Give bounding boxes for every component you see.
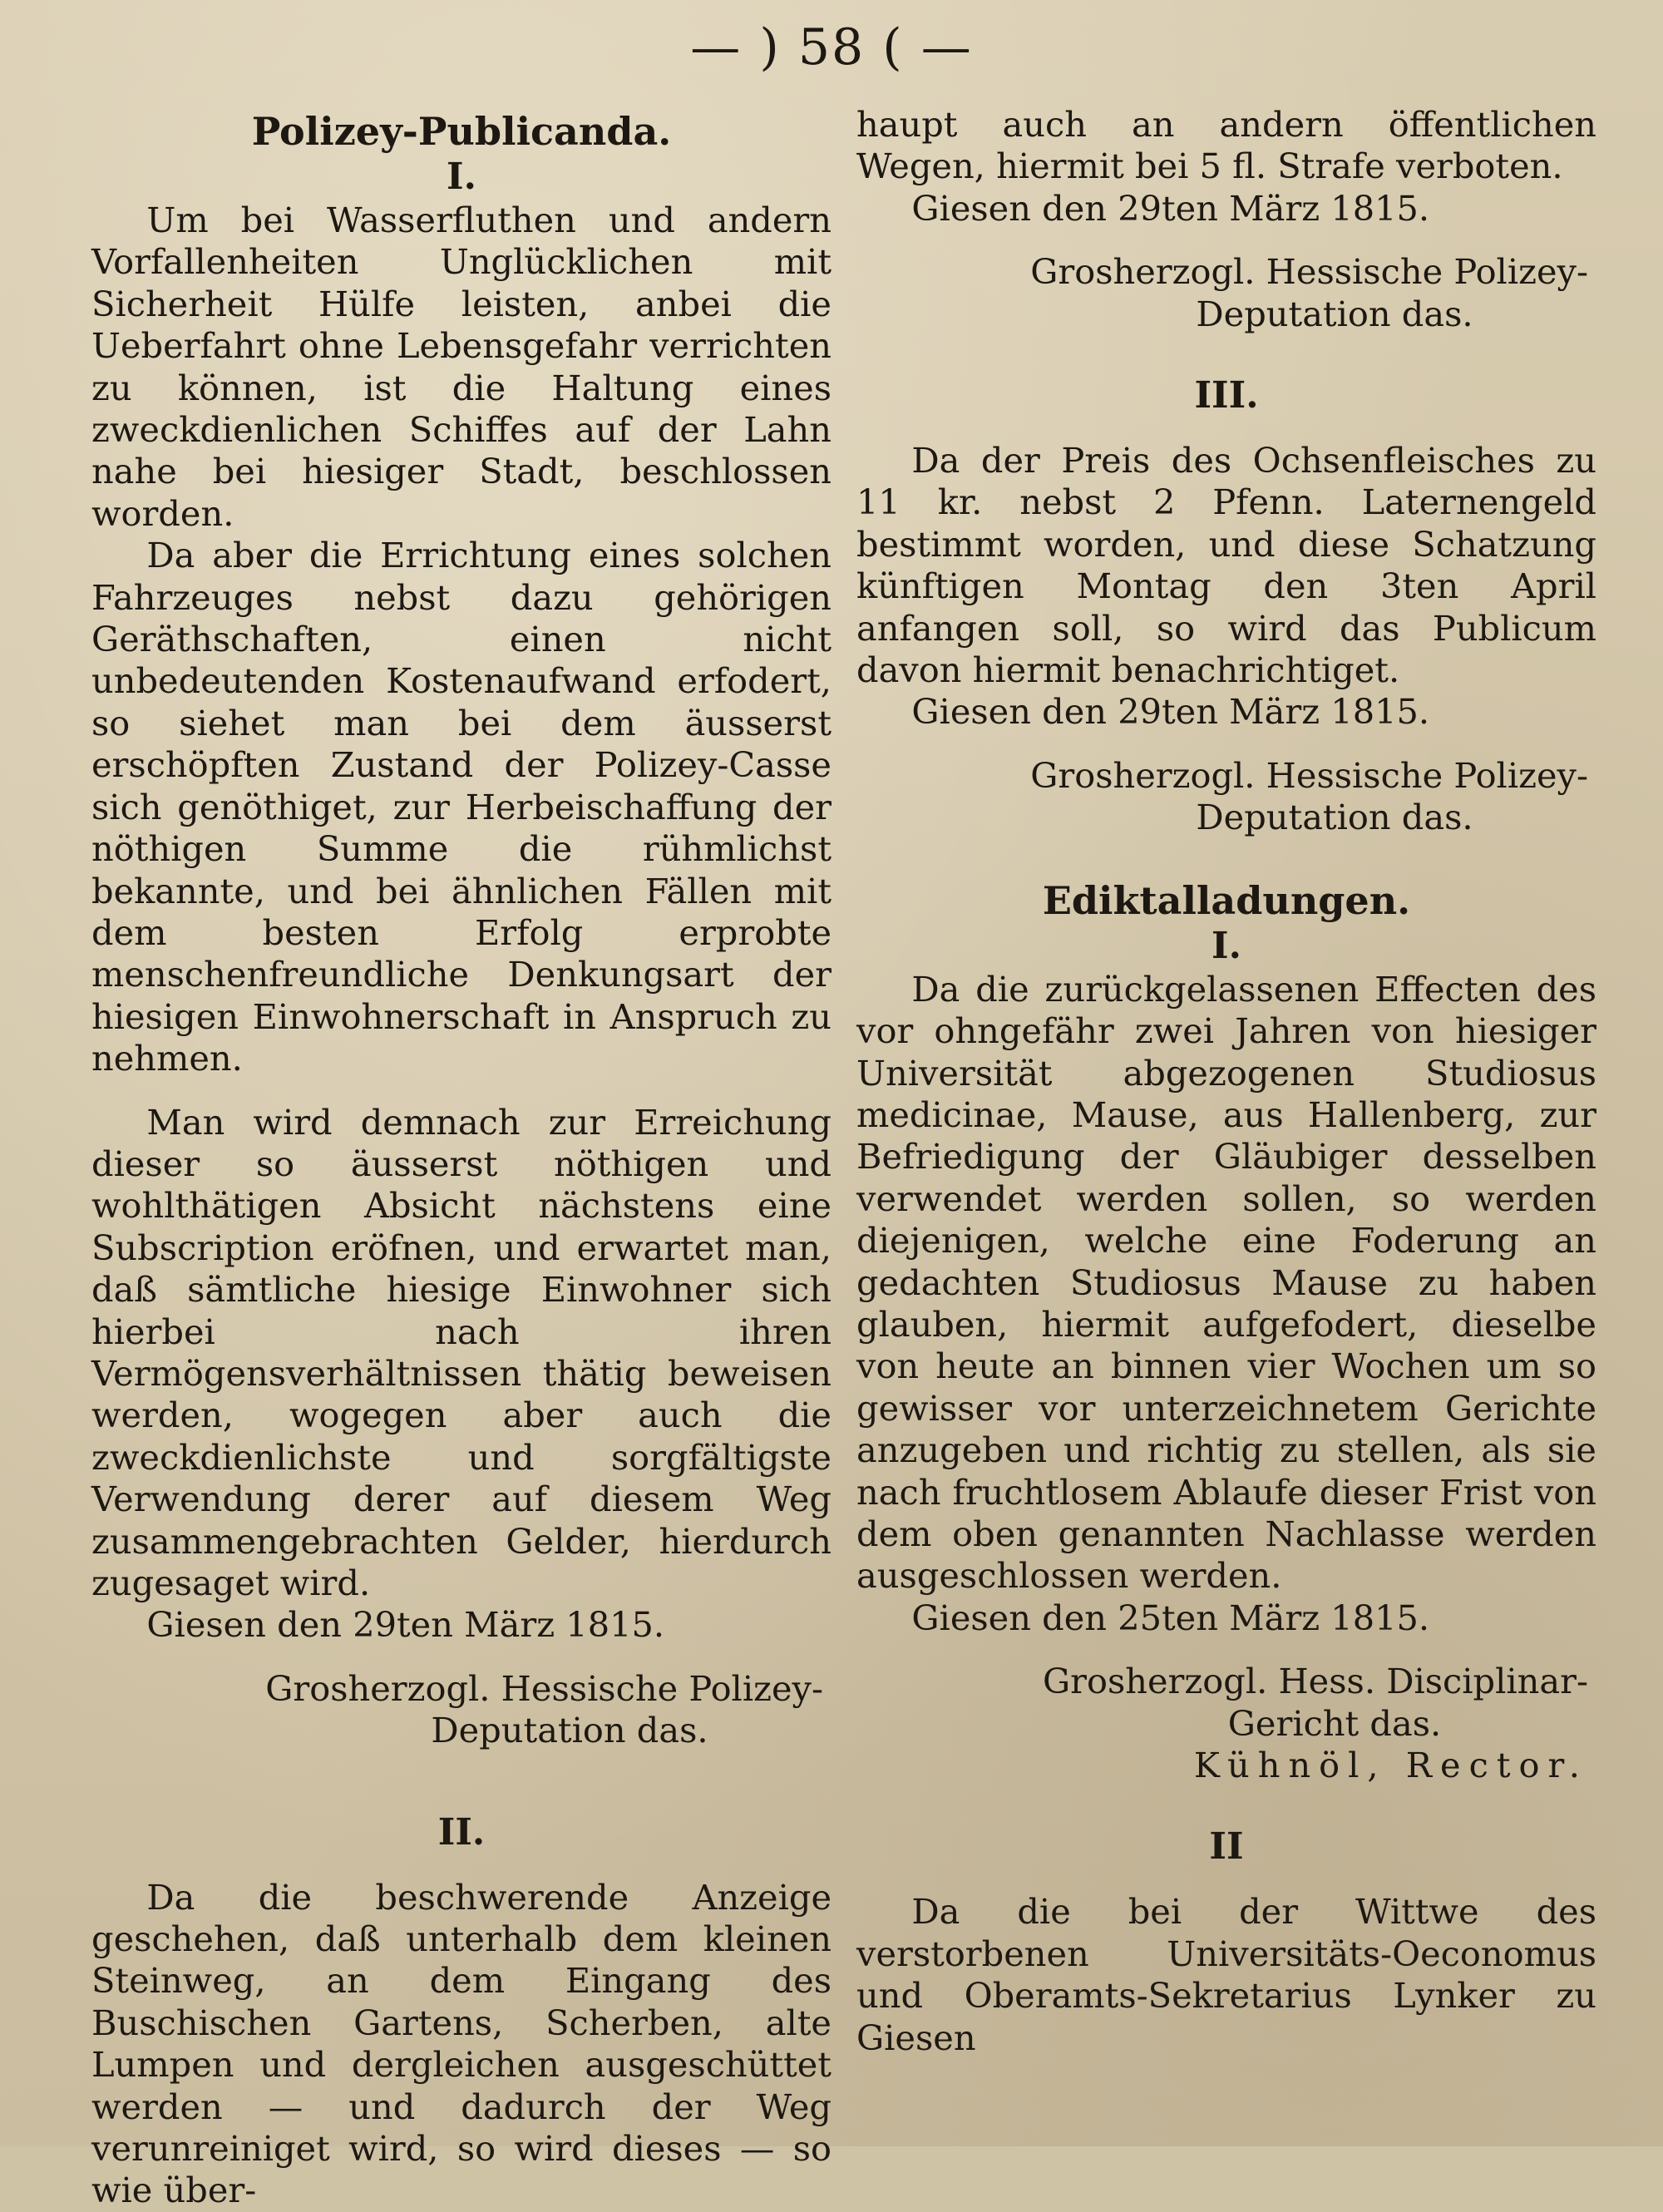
item-number-1: I. <box>447 156 476 198</box>
item1-paragraph-3: Man wird demnach zur Erreichung dieser so äusserst nöthigen und wohlthätigen Absicht nächstens eine Subscription eröfnen, und erwartet man, daß sämtliche hiesige Einwohner sich hierbei nach ihren Vermögensverhältnissen thätig beweisen werden, wogegen aber auch die zweckdienlichste und sorgfältigste Verwendung derer auf diesem Weg zusammengebrachten Gelder, hierdurch zugesaget wird. <box>91 1101 832 1603</box>
item1-signature-line-2: Deputation das. <box>431 1710 708 1751</box>
item2-date: Giesen den 29ten März 1815. <box>911 187 1430 229</box>
edikt1-date: Giesen den 25ten März 1815. <box>911 1597 1430 1638</box>
item3-date: Giesen den 29ten März 1815. <box>911 691 1430 733</box>
edikt2-paragraph-1: Da die bei der Wittwe des verstorbenen Universitäts-Oeconomus und Oberamts-Sekretarius Lynker zu Giesen <box>856 1891 1596 2058</box>
item3-signature-line-1: Grosherzogl. Hessische Polizey- <box>1030 754 1588 796</box>
item2-signature-line-1: Grosherzogl. Hessische Polizey- <box>1030 251 1588 293</box>
edikt-number-1: I. <box>1211 924 1241 967</box>
edikt1-signature-line-2: Gericht das. <box>1227 1702 1442 1744</box>
edikt1-paragraph-1: Da die zurückgelassenen Effecten des vor ohngefähr zwei Jahren von hiesiger Universität abgezogenen Studiosus medicinae, Mause, aus Hallenberg, zur Befriedigung der Gläubiger desselben verwendet werden sollen, so werden diejenigen, welche eine Foderung an gedachten Studiosus Mause zu haben glauben, hiermit aufgefodert, dieselbe von heute an binnen vier Wochen um so gewisser vor unterzeichnetem Gerichte anzugeben und richtig zu stellen, als sie nach fruchtlosem Ablaufe dieser Frist von dem oben genannten Nachlasse werden ausgeschlossen werden. <box>856 968 1596 1597</box>
section-title-police: Polizey-Publicanda. <box>251 109 672 154</box>
item2-paragraph-1: Da die beschwerende Anzeige geschehen, daß unterhalb dem kleinen Steinweg, an dem Eingang des Buschischen Gartens, Scherben, alte Lumpen und dergleichen ausgeschüttet werden — und dadurch der Weg verunreiniget wird, so wird dieses — so wie über- <box>91 1876 832 2211</box>
item-number-3: III. <box>1194 374 1259 417</box>
section-title-edikt: Ediktalladungen. <box>1042 877 1411 923</box>
item3-paragraph-1: Da der Preis des Ochsenfleisches zu 11 kr. nebst 2 Pfenn. Laternengeld bestimmt worden, und diese Schatzung künftigen Montag den 3ten April anfangen soll, so wird das Publicum davon hiermit benachrichtiget. <box>856 440 1596 691</box>
item1-signature-line-1: Grosherzogl. Hessische Polizey- <box>265 1667 823 1709</box>
edikt-number-2: II <box>1209 1825 1244 1869</box>
item1-paragraph-1: Um bei Wasserfluthen und andern Vorfallenheiten Unglücklichen mit Sicherheit Hülfe leisten, anbei die Ueberfahrt ohne Lebensgefahr verrichten zu können, ist die Haltung eines zweckdienlichen Schiffes auf der Lahn nahe bei hiesiger Stadt, beschlossen worden. <box>91 200 832 534</box>
left-column <box>91 108 832 2212</box>
item1-date: Giesen den 29ten März 1815. <box>146 1604 665 1646</box>
item1-paragraph-2: Da aber die Errichtung eines solchen Fahrzeuges nebst dazu gehörigen Geräthschaften, einen nicht unbedeutenden Kostenaufwand erfodert, so siehet man bei dem äusserst erschöpften Zustand der Polizey-Casse sich genöthiget, zur Herbeischaffung der nöthigen Summe die rühmlichst bekannte, und bei ähnlichen Fällen mit dem besten Erfolg erprobte menschenfreundliche Denkungsart der hiesigen Einwohnerschaft in Anspruch zu nehmen. <box>91 535 832 1079</box>
item2-continued-paragraph: haupt auch an andern öffentlichen Wegen, hiermit bei 5 fl. Strafe verboten. <box>856 104 1596 187</box>
right-column <box>856 104 1596 2059</box>
page-number-header: — ) 58 ( — <box>690 18 973 77</box>
edikt1-signature-line-1: Grosherzogl. Hess. Disciplinar- <box>1043 1661 1588 1702</box>
item2-signature-line-2: Deputation das. <box>1196 293 1473 334</box>
item-number-2: II. <box>437 1810 486 1854</box>
item3-signature-line-2: Deputation das. <box>1196 797 1473 838</box>
edikt1-signature-line-3: Kühnöl, Rector. <box>1193 1745 1588 1785</box>
